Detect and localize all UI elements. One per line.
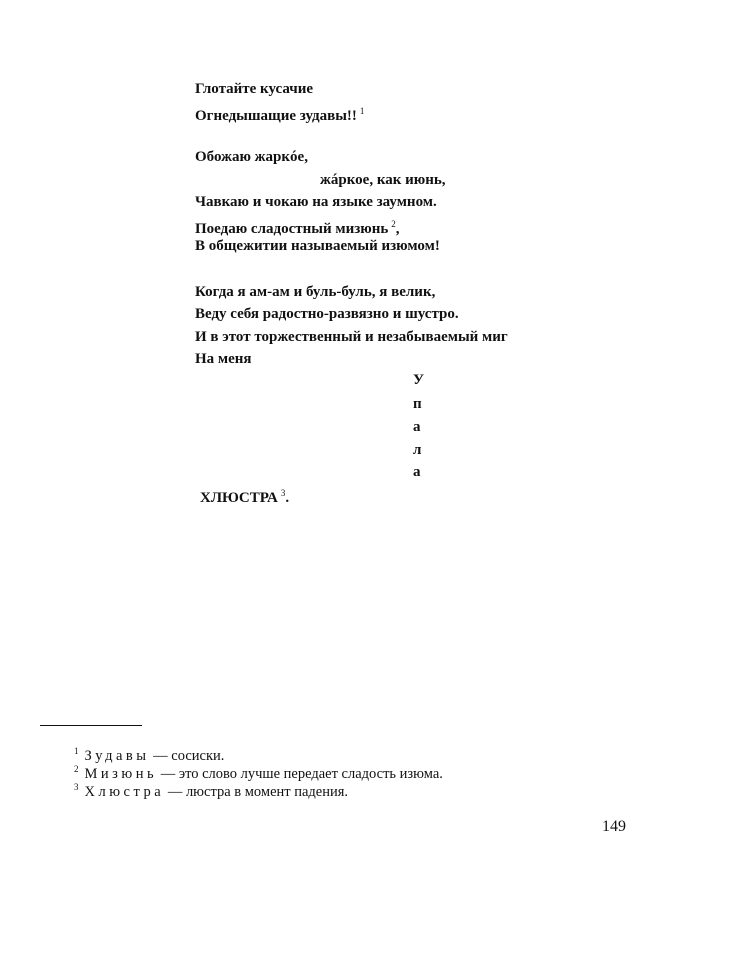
- poem-line: Глотайте кусачие: [195, 81, 314, 97]
- poem-final-word: ХЛЮСТРА $^3$.: [200, 488, 290, 506]
- poem-line: Обожаю жаркóе,: [195, 149, 308, 165]
- poem-line: Чавкаю и чокаю на языке заумном.: [195, 194, 437, 210]
- page-number: 149: [602, 818, 626, 835]
- poem-line: И в этот торжественный и незабываемый миг: [195, 329, 508, 345]
- poem-line-indented: жáркое, как июнь,: [320, 172, 446, 188]
- poem-line: Когда я ам-ам и буль-буль, я велик,: [195, 284, 436, 300]
- footnote-ref: 2: [391, 219, 396, 229]
- falling-letter: У: [413, 372, 425, 388]
- poem-line: Веду себя радостно-развязно и шустро.: [195, 306, 459, 322]
- poem-line: На меня: [195, 351, 252, 367]
- footnote-ref: 3: [280, 488, 286, 498]
- falling-letter: л: [413, 442, 422, 458]
- footnote: $^2$ Мизюнь — это слово лучше передает сладость изюма.: [74, 764, 443, 782]
- footnote-ref: 1: [359, 106, 365, 116]
- poem-line: Поедаю сладостный мизюнь $^2$,: [195, 219, 400, 237]
- falling-letter: а: [413, 464, 421, 480]
- falling-letter: п: [413, 396, 422, 412]
- falling-letter: а: [413, 419, 421, 435]
- poem-line: Огнедышащие зудавы!! $^1$: [195, 106, 365, 124]
- footnote: $^1$ Зудавы — сосиски.: [74, 746, 225, 764]
- poem-line: В общежитии называемый изюмом!: [195, 238, 440, 254]
- footnote: $^3$ Хлюстра — люстра в момент падения.: [74, 782, 349, 800]
- footnote-divider: [40, 725, 142, 726]
